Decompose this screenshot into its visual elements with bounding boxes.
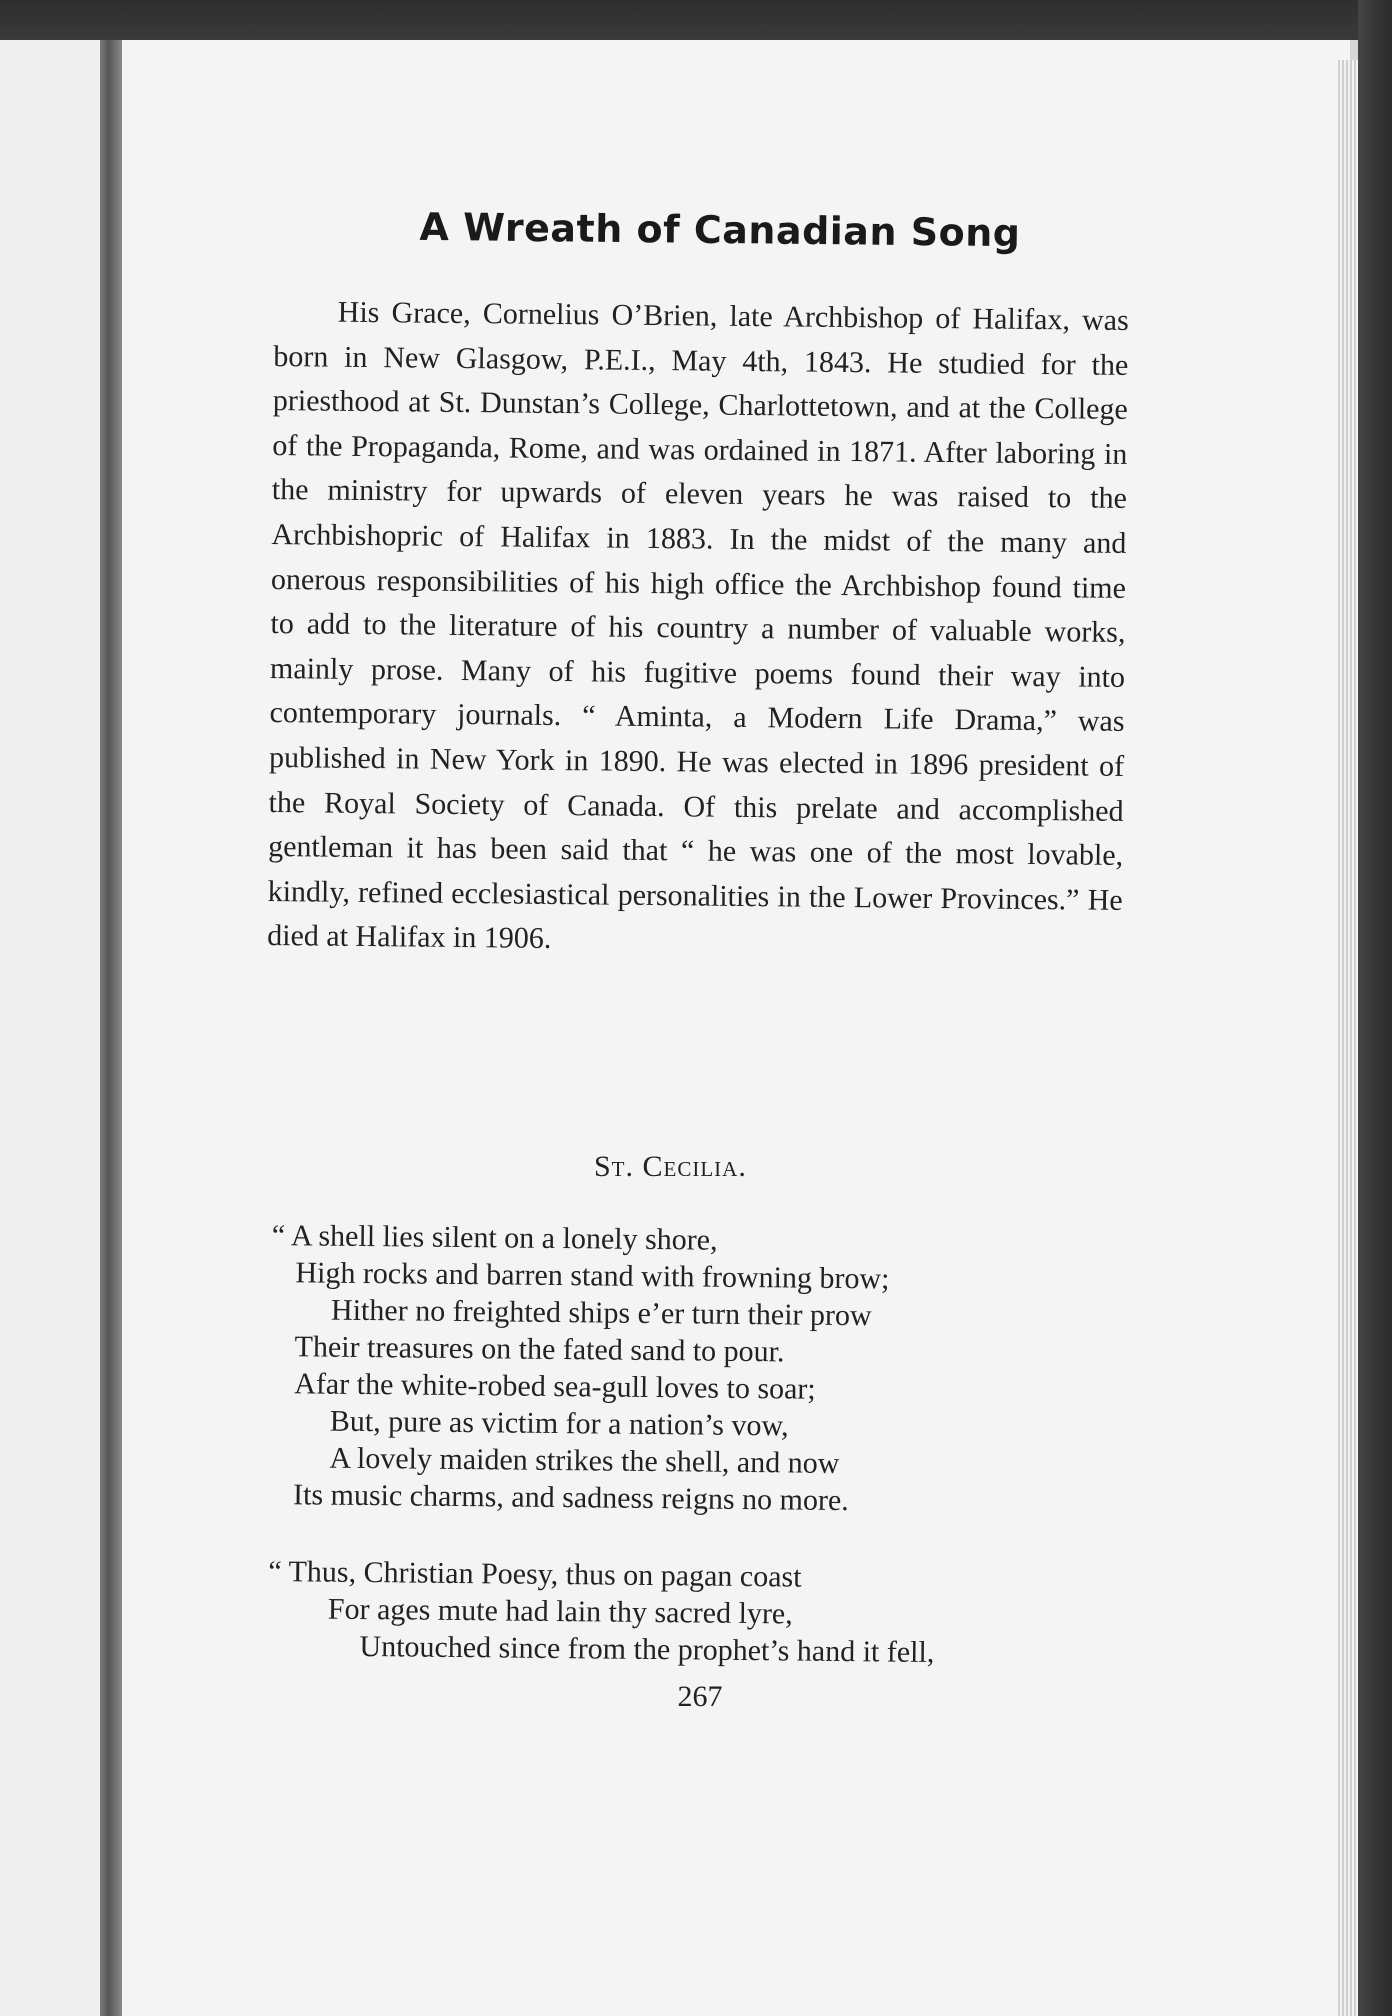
poem-line: For ages mute had lain thy sacred lyre,: [327, 1592, 793, 1631]
poem-title: St. Cecilia.: [594, 1150, 747, 1183]
poem-line: “ Thus, Christian Poesy, thus on pagan coast: [268, 1554, 802, 1594]
poem-line: Their treasures on the fated sand to pour.: [294, 1330, 785, 1369]
scan-backdrop-top: [0, 0, 1392, 40]
poem-line: Afar the white-robed sea-gull loves to soar;: [294, 1367, 816, 1406]
page-number: 267: [677, 1680, 723, 1713]
scan-backdrop-right: [1358, 0, 1392, 2016]
poem-line: Its music charms, and sadness reigns no more.: [292, 1478, 849, 1518]
poem-line: High rocks and barren stand with frowning brow;: [295, 1256, 890, 1296]
running-head: A Wreath of Canadian Song: [419, 204, 1021, 256]
poem-stanza-2: [267, 1553, 1128, 1673]
biography-paragraph: His Grace, Cornelius O’Brien, late Archbishop of Halifax, was born in New Glasgow, P.E.I., May 4th, 1843. He studied for the priesthood at St. Dunstan’s College, Charlottetown, and at the College of the Propaganda, Rome, and was ordained in 1871. After laboring in the ministry for upwards of eleven years he was raised to the Archbishopric of Halifax in 1883. In the midst of the many and onerous responsibilities of his high office the Archbishop found time to add to the literature of his country a number of valuable works, mainly prose. Many of his fugitive poems found their way into contemporary journals. “ Aminta, a Modern Life Drama,” was published in New York in 1890. He was elected in 1896 president of the Royal Society of Canada. Of this prelate and accomplished gentleman it has been said that “ he was one of the most lovable, kindly, refined ecclesiastical personalities in the Lower Provinces.” He died at Halifax in 1906.: [267, 295, 1129, 956]
poem-line: “ A shell lies silent on a lonely shore,: [271, 1218, 718, 1257]
book-binding: [100, 40, 122, 2016]
poem-line: A lovely maiden strikes the shell, and now: [329, 1441, 840, 1480]
poem: [267, 1217, 1132, 1673]
poem-line: Untouched since from the prophet’s hand it fell,: [359, 1629, 935, 1669]
poem-line: But, pure as victim for a nation’s vow,: [329, 1404, 789, 1443]
page-stack-edge: [1338, 60, 1360, 2016]
poem-line: Hither no freighted ships e’er turn their prow: [330, 1293, 872, 1333]
poem-stanza-1: [269, 1217, 1132, 1522]
facing-page-edge: [0, 40, 100, 2016]
